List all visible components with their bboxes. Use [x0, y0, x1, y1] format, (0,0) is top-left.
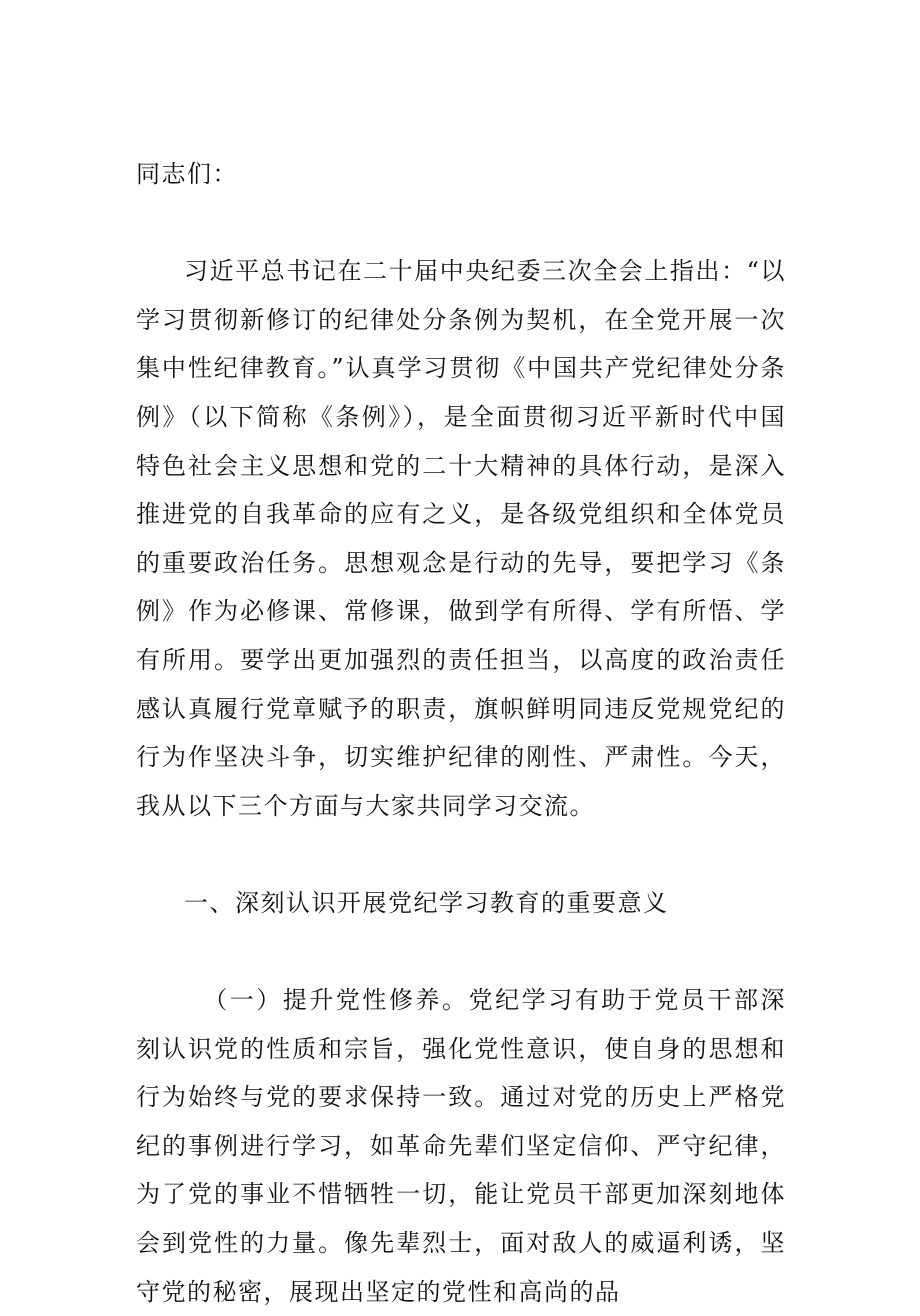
subsection-paragraph: （一）提升党性修养。党纪学习有助于党员干部深刻认识党的性质和宗旨，强化党性意识，使自身的思想和行为始终与党的要求保持一致。通过对党的历史上严格党纪的事例进行学习，如革命先辈们坚定信仰、严守纪律，为了党的事业不惜牺牲一切，能让党员干部更加深刻地体会到党性的力量。像先辈烈士，面对敌人的威逼利诱，坚守党的秘密，展现出坚定的党性和高尚的品: [136, 986, 786, 1306]
document-body: [136, 150, 786, 1316]
section-heading: 一、深刻认识开展党纪学习教育的重要意义: [184, 888, 669, 917]
salutation: 同志们：: [136, 160, 238, 188]
intro-paragraph: 习近平总书记在二十届中央纪委三次全会上指出：“以学习贯彻新修订的纪律处分条例为契机，在全党开展一次集中性纪律教育。”认真学习贯彻《中国共产党纪律处分条例》（以下简称《条例》），是全面贯彻习近平新时代中国特色社会主义思想和党的二十大精神的具体行动，是深入推进党的自我革命的应有之义，是各级党组织和全体党员的重要政治任务。思想观念是行动的先导，要把学习《条例》作为必修课、常修课，做到学有所得、学有所悟、学有所用。要学出更加强烈的责任担当，以高度的政治责任感认真履行党章赋予的职责，旗帜鲜明同违反党规党纪的行为作坚决斗争，切实维护纪律的刚性、严肃性。今天，我从以下三个方面与大家共同学习交流。: [136, 257, 786, 820]
